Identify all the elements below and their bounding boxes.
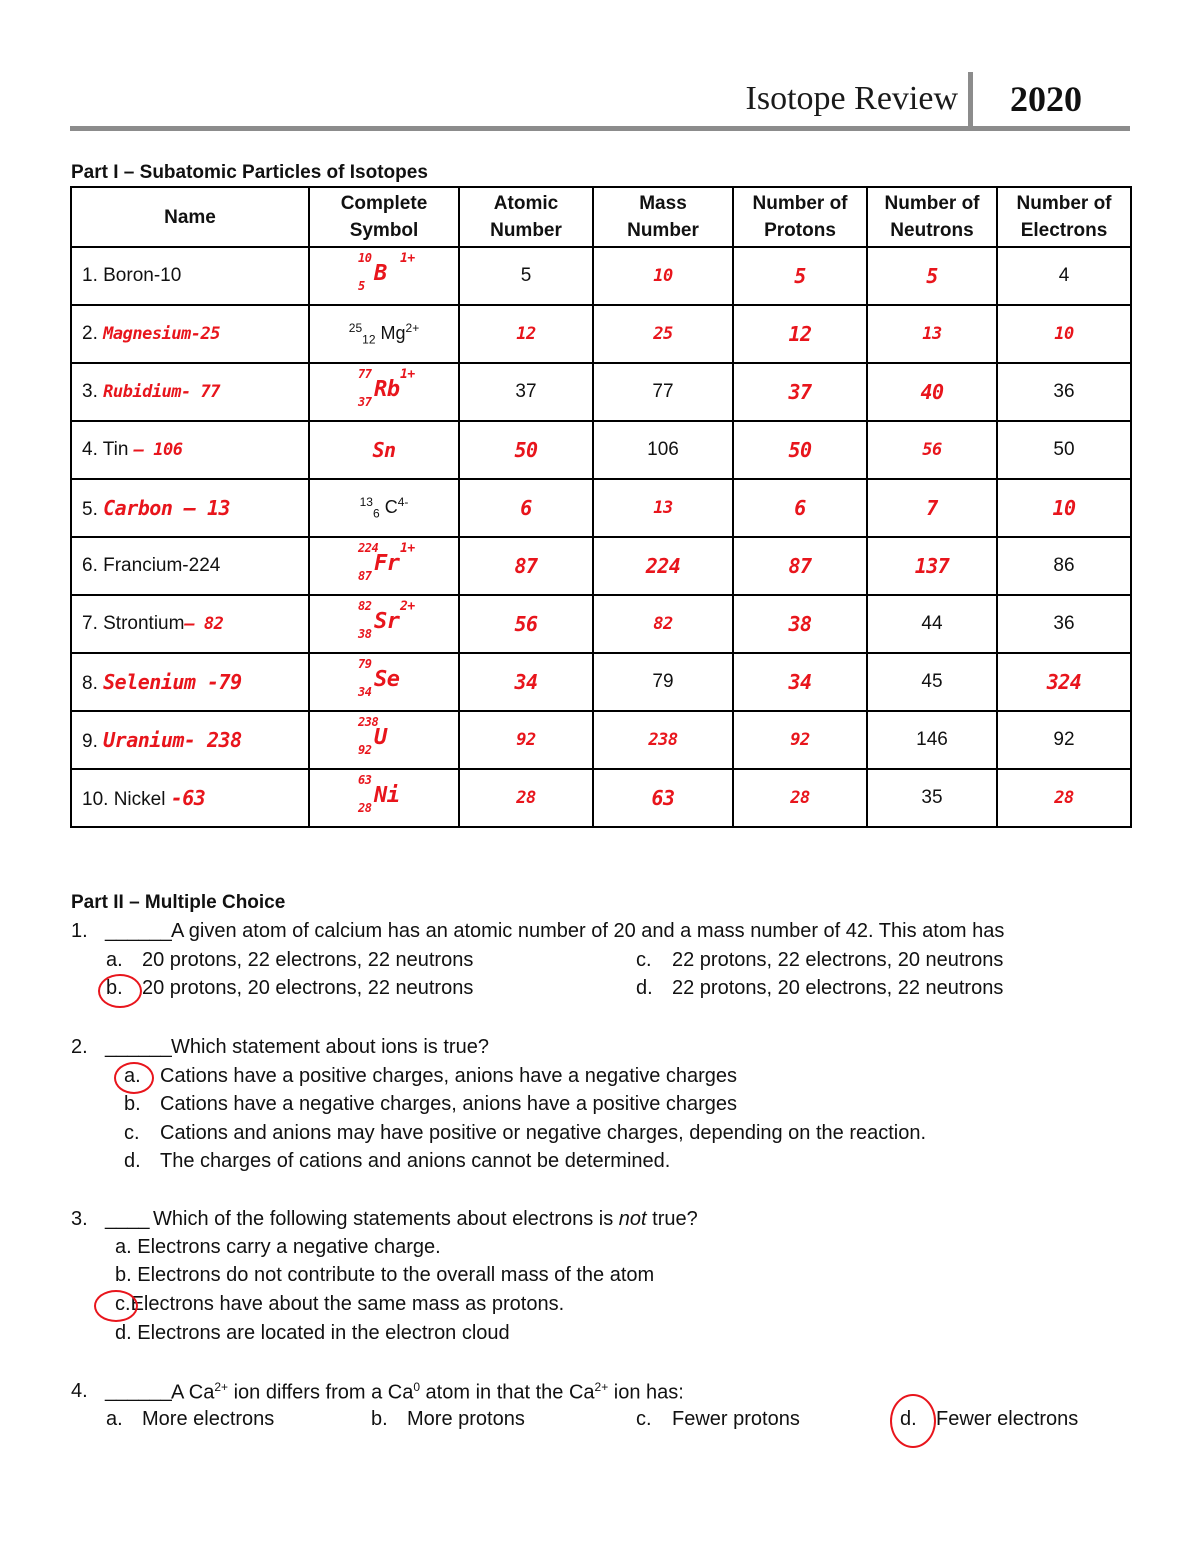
question-number: 1. xyxy=(71,920,88,942)
cell-atomic: 56 xyxy=(459,595,593,653)
col-header-neutrons: Number of Neutrons xyxy=(867,187,997,247)
cell-symbol: 224 87 Fr 1+ xyxy=(309,537,459,595)
question-number: 2. xyxy=(71,1036,88,1058)
answer-circle-mark xyxy=(890,1394,936,1448)
option-a: a. Electrons carry a negative charge. xyxy=(115,1236,441,1258)
cell-neutrons: 146 xyxy=(867,711,997,769)
page-header xyxy=(70,72,1130,132)
cell-name: 4. Tin – 106 xyxy=(71,421,309,479)
cell-protons: 34 xyxy=(733,653,867,711)
cell-electrons: 36 xyxy=(997,595,1131,653)
cell-symbol: $^{13}_6$ $C^{4-}$ xyxy=(309,479,459,537)
cell-name: 8. Selenium -79 xyxy=(71,653,309,711)
cell-name: 7. Strontium– 82 xyxy=(71,595,309,653)
cell-mass: 238 xyxy=(593,711,733,769)
option-c: c. 22 protons, 22 electrons, 20 neutrons xyxy=(636,949,1004,971)
answer-blank: ______ xyxy=(105,1036,172,1058)
answer-blank: ______ xyxy=(105,1380,172,1402)
answer-circle-mark xyxy=(114,1062,154,1094)
cell-protons: 37 xyxy=(733,363,867,421)
table-row xyxy=(71,363,1131,421)
option-d: d. 22 protons, 20 electrons, 22 neutrons xyxy=(636,977,1004,999)
cell-name: 1. Boron-10 xyxy=(71,247,309,305)
cell-neutrons: 40 xyxy=(867,363,997,421)
cell-name: 10. Nickel -63 xyxy=(71,769,309,827)
cell-protons: 87 xyxy=(733,537,867,595)
cell-mass: 224 xyxy=(593,537,733,595)
question-number: 4. xyxy=(71,1380,88,1402)
option-b: b. More protons xyxy=(371,1408,525,1430)
cell-atomic: 5 xyxy=(459,247,593,305)
option-b: b. Cations have a negative charges, anions have a positive charges xyxy=(124,1093,738,1115)
table-row xyxy=(71,595,1131,653)
cell-protons: 38 xyxy=(733,595,867,653)
table-row xyxy=(71,421,1131,479)
option-d: d. Fewer electrons xyxy=(900,1408,1079,1430)
cell-atomic: 28 xyxy=(459,769,593,827)
table-row xyxy=(71,653,1131,711)
table-row xyxy=(71,247,1131,305)
option-c: c.Electrons have about the same mass as protons. xyxy=(115,1293,565,1315)
option-b: b. Electrons do not contribute to the overall mass of the atom xyxy=(115,1264,655,1286)
col-header-symbol: Complete Symbol xyxy=(309,187,459,247)
answer-circle-mark xyxy=(94,1290,138,1322)
option-a: a. 20 protons, 22 electrons, 22 neutrons xyxy=(106,949,474,971)
col-header-atomic: Atomic Number xyxy=(459,187,593,247)
cell-atomic: 50 xyxy=(459,421,593,479)
cell-name: 2. Magnesium-25 xyxy=(71,305,309,363)
col-header-name: Name xyxy=(71,187,309,247)
option-c: c. Cations and anions may have positive or negative charges, depending on the reaction. xyxy=(124,1122,927,1144)
table-row xyxy=(71,711,1131,769)
cell-protons: 12 xyxy=(733,305,867,363)
cell-protons: 6 xyxy=(733,479,867,537)
cell-symbol: Sn xyxy=(309,421,459,479)
cell-symbol: 238 92 U xyxy=(309,711,459,769)
cell-symbol: 77 37 Rb 1+ xyxy=(309,363,459,421)
cell-symbol: 63 28 Ni xyxy=(309,769,459,827)
cell-neutrons: 5 xyxy=(867,247,997,305)
answer-blank: ______ xyxy=(105,920,172,942)
cell-mass: 106 xyxy=(593,421,733,479)
col-header-protons: Number of Protons xyxy=(733,187,867,247)
option-d: d. Electrons are located in the electron cloud xyxy=(115,1322,510,1344)
table-row xyxy=(71,479,1131,537)
cell-neutrons: 45 xyxy=(867,653,997,711)
cell-electrons: 324 xyxy=(997,653,1131,711)
cell-neutrons: 44 xyxy=(867,595,997,653)
header-divider xyxy=(968,72,973,128)
cell-symbol: 79 34 Se xyxy=(309,653,459,711)
question-number: 3. xyxy=(71,1208,88,1230)
cell-electrons: 92 xyxy=(997,711,1131,769)
header-year: 2020 xyxy=(1010,79,1082,119)
cell-atomic: 87 xyxy=(459,537,593,595)
cell-name: 9. Uranium- 238 xyxy=(71,711,309,769)
question-text: Which statement about ions is true? xyxy=(171,1036,489,1058)
isotope-table xyxy=(70,186,1132,828)
cell-neutrons: 56 xyxy=(867,421,997,479)
cell-protons: 92 xyxy=(733,711,867,769)
cell-name: 6. Francium-224 xyxy=(71,537,309,595)
option-a: a. Cations have a positive charges, anions have a negative charges xyxy=(124,1065,738,1087)
cell-atomic: 92 xyxy=(459,711,593,769)
table-header-row xyxy=(71,187,1131,247)
cell-neutrons: 137 xyxy=(867,537,997,595)
option-c: c. Fewer protons xyxy=(636,1408,800,1430)
cell-symbol: 10 5 B 1+ xyxy=(309,247,459,305)
cell-mass: 10 xyxy=(593,247,733,305)
cell-neutrons: 13 xyxy=(867,305,997,363)
cell-electrons: 36 xyxy=(997,363,1131,421)
cell-mass: 79 xyxy=(593,653,733,711)
cell-name: 3. Rubidium- 77 xyxy=(71,363,309,421)
question-text: Which of the following statements about electrons is not true? xyxy=(153,1208,698,1230)
option-b: b. 20 protons, 20 electrons, 22 neutrons xyxy=(106,977,474,999)
cell-mass: 63 xyxy=(593,769,733,827)
answer-blank: ____ xyxy=(105,1208,150,1230)
part1-title: Part I – Subatomic Particles of Isotopes xyxy=(71,162,428,183)
cell-atomic: 12 xyxy=(459,305,593,363)
cell-symbol: $^{25}_{12}$ $Mg^{2+}$ xyxy=(309,305,459,363)
cell-atomic: 34 xyxy=(459,653,593,711)
cell-electrons: 10 xyxy=(997,479,1131,537)
question-text: A given atom of calcium has an atomic number of 20 and a mass number of 42. This atom has xyxy=(171,920,1005,942)
question-2 xyxy=(71,1036,1071,1062)
cell-electrons: 10 xyxy=(997,305,1131,363)
cell-protons: 5 xyxy=(733,247,867,305)
cell-name: 5. Carbon – 13 xyxy=(71,479,309,537)
page-title: Isotope Review xyxy=(745,80,958,117)
cell-mass: 82 xyxy=(593,595,733,653)
cell-electrons: 4 xyxy=(997,247,1131,305)
part2-title: Part II – Multiple Choice xyxy=(71,892,286,913)
cell-neutrons: 7 xyxy=(867,479,997,537)
answer-circle-mark xyxy=(98,974,142,1008)
cell-mass: 13 xyxy=(593,479,733,537)
cell-atomic: 6 xyxy=(459,479,593,537)
table-row xyxy=(71,769,1131,827)
cell-mass: 77 xyxy=(593,363,733,421)
cell-protons: 28 xyxy=(733,769,867,827)
cell-mass: 25 xyxy=(593,305,733,363)
question-text: A $Ca^{2+}$ ion differs from a Ca$^0$ atom in that the $Ca^{2+}$ ion has: xyxy=(171,1380,684,1404)
cell-electrons: 28 xyxy=(997,769,1131,827)
cell-symbol: 82 38 Sr 2+ xyxy=(309,595,459,653)
col-header-electrons: Number of Electrons xyxy=(997,187,1131,247)
header-rule xyxy=(70,126,1130,131)
cell-neutrons: 35 xyxy=(867,769,997,827)
cell-electrons: 86 xyxy=(997,537,1131,595)
option-a: a. More electrons xyxy=(106,1408,275,1430)
table-row xyxy=(71,305,1131,363)
table-row xyxy=(71,537,1131,595)
question-3 xyxy=(71,1208,1071,1234)
cell-protons: 50 xyxy=(733,421,867,479)
col-header-mass: Mass Number xyxy=(593,187,733,247)
cell-atomic: 37 xyxy=(459,363,593,421)
option-d: d. The charges of cations and anions cannot be determined. xyxy=(124,1150,671,1172)
question-1 xyxy=(71,920,1071,946)
cell-electrons: 50 xyxy=(997,421,1131,479)
